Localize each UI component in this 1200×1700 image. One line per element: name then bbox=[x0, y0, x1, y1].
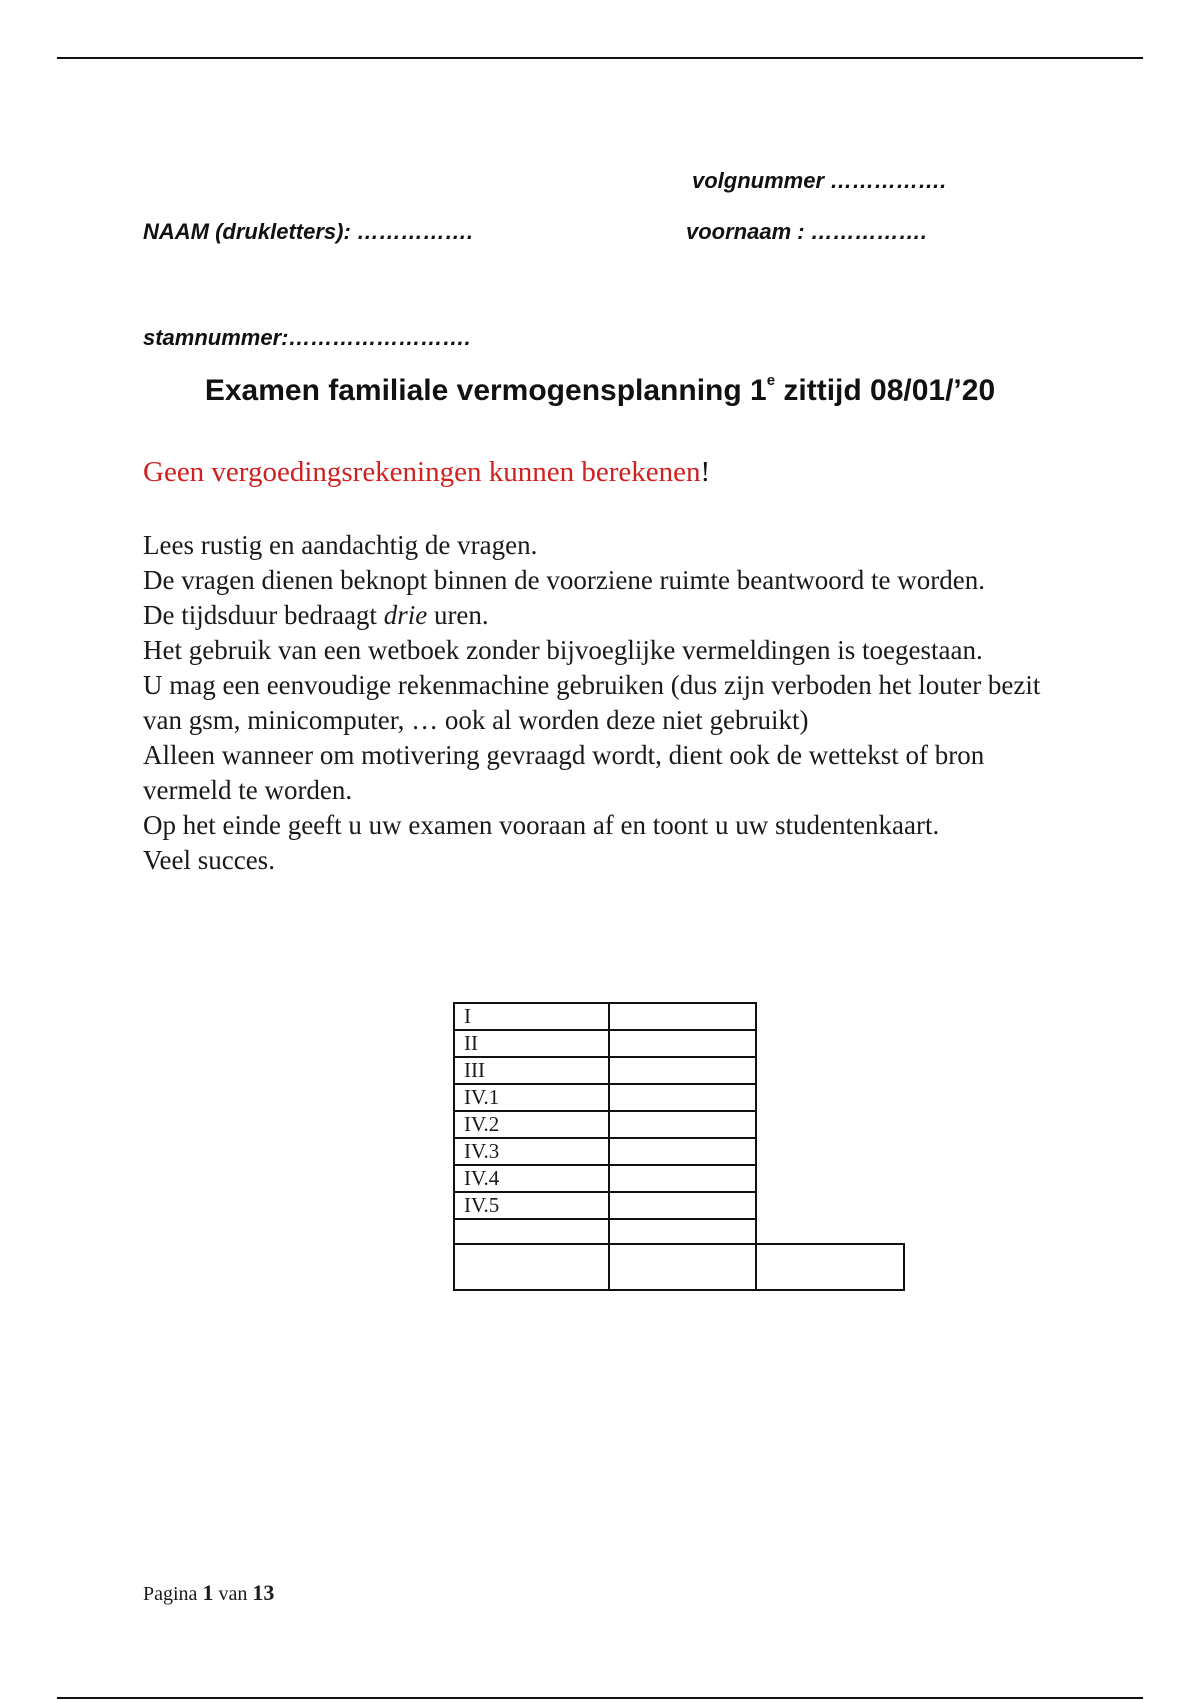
table-row bbox=[454, 1192, 904, 1219]
instruction-8: Veel succes. bbox=[143, 845, 275, 875]
instructions bbox=[143, 528, 1063, 878]
score-label: III bbox=[454, 1057, 609, 1084]
total-extra-cell bbox=[756, 1244, 904, 1290]
instruction-2: De vragen dienen beknopt binnen de voorziene ruimte beantwoord te worden. bbox=[143, 565, 985, 595]
instruction-3-pre: De tijdsduur bedraagt bbox=[143, 600, 384, 630]
score-label: IV.5 bbox=[454, 1192, 609, 1219]
table-row bbox=[454, 1003, 904, 1030]
total-label-cell bbox=[454, 1244, 609, 1290]
score-cell bbox=[609, 1111, 756, 1138]
instruction-1: Lees rustig en aandachtig de vragen. bbox=[143, 530, 538, 560]
instruction-3-emphasis: drie bbox=[383, 600, 428, 630]
total-score-cell bbox=[609, 1244, 756, 1290]
voornaam-field: voornaam : ……………. bbox=[686, 219, 927, 244]
instruction-4: Het gebruik van een wetboek zonder bijvoeglijke vermeldingen is toegestaan. bbox=[143, 635, 983, 665]
score-cell bbox=[609, 1138, 756, 1165]
score-cell bbox=[609, 1030, 756, 1057]
score-cell bbox=[609, 1003, 756, 1030]
title-superscript: e bbox=[766, 372, 776, 389]
top-rule bbox=[57, 57, 1143, 59]
instruction-3 bbox=[143, 598, 1063, 633]
score-label: IV.1 bbox=[454, 1084, 609, 1111]
score-label: I bbox=[454, 1003, 609, 1030]
footer-pagina: Pagina bbox=[143, 1583, 198, 1605]
score-label bbox=[454, 1219, 609, 1244]
bottom-rule bbox=[57, 1697, 1143, 1699]
stamnummer-field: stamnummer:……………………. bbox=[143, 325, 471, 350]
total-row bbox=[454, 1244, 904, 1290]
volgnummer-field: volgnummer ……………. bbox=[692, 168, 947, 193]
warning-exclamation: ! bbox=[700, 456, 711, 488]
table-row bbox=[454, 1138, 904, 1165]
score-cell bbox=[609, 1219, 756, 1244]
exam-title bbox=[0, 374, 1200, 408]
title-rest: zittijd 08/01/’20 bbox=[775, 374, 996, 407]
page-number bbox=[143, 1580, 274, 1606]
score-label: IV.3 bbox=[454, 1138, 609, 1165]
instruction-6: Alleen wanneer om motivering gevraagd wordt, dient ook de wettekst of bron vermeld te worden. bbox=[143, 740, 985, 805]
table-row bbox=[454, 1084, 904, 1111]
footer-total-pages: 13 bbox=[252, 1580, 275, 1605]
warning-text: Geen vergoedingsrekeningen kunnen berekenen bbox=[143, 456, 701, 488]
naam-field: NAAM (drukletters): ……………. bbox=[143, 219, 474, 244]
instruction-3-post: uren. bbox=[427, 600, 489, 630]
score-cell bbox=[609, 1192, 756, 1219]
score-label: II bbox=[454, 1030, 609, 1057]
score-cell bbox=[609, 1165, 756, 1192]
footer-current-page: 1 bbox=[202, 1580, 214, 1605]
table-row bbox=[454, 1111, 904, 1138]
table-row bbox=[454, 1057, 904, 1084]
footer-van: van bbox=[218, 1583, 248, 1605]
table-row bbox=[454, 1165, 904, 1192]
score-label: IV.2 bbox=[454, 1111, 609, 1138]
score-cell bbox=[609, 1057, 756, 1084]
warning-line bbox=[143, 456, 710, 489]
score-label: IV.4 bbox=[454, 1165, 609, 1192]
table-row bbox=[454, 1219, 904, 1244]
score-table bbox=[453, 1002, 905, 1291]
score-cell bbox=[609, 1084, 756, 1111]
title-main: Examen familiale vermogensplanning 1 bbox=[204, 374, 767, 407]
instruction-7: Op het einde geeft u uw examen vooraan af en toont u uw studentenkaart. bbox=[143, 810, 940, 840]
table-row bbox=[454, 1030, 904, 1057]
instruction-5: U mag een eenvoudige rekenmachine gebruiken (dus zijn verboden het louter bezit van gsm, minicomputer, … ook al worden deze niet gebruikt) bbox=[143, 670, 1041, 735]
